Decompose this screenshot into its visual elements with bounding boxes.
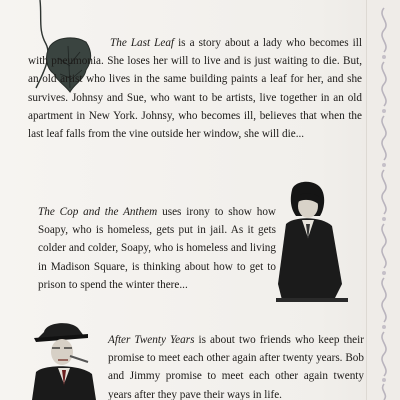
story-summary-after-twenty-years bbox=[108, 331, 364, 400]
story-summary-last-leaf bbox=[28, 34, 362, 143]
man-illustration-icon bbox=[276, 180, 348, 302]
hat-man-illustration-icon bbox=[30, 318, 100, 400]
story-text: is about two friends who keep their promise to meet each other again after twenty years. Bob and Jimmy promise to meet each other again twenty years after they pave their ways in life. bbox=[108, 334, 364, 400]
story-title: The Cop and the Anthem bbox=[38, 206, 158, 218]
border-ornament-icon bbox=[367, 0, 400, 400]
story-title: After Twenty Years bbox=[108, 334, 195, 346]
story-title: The Last Leaf bbox=[110, 37, 175, 49]
story-summary-cop-anthem bbox=[38, 203, 276, 294]
story-text: uses irony to show how Soapy, who is homeless, gets put in jail. As it gets colder and colder, Soapy, who is homeless and living in Madison Square, is thinking about how to get to prison to spend the winter there... bbox=[38, 206, 276, 291]
decorative-border bbox=[366, 0, 400, 400]
story-text: is a story about a lady who becomes ill with pneumonia. She loses her will to live and is just waiting to die. But, an old artist who lives in the same building paints a leaf for her, and she survives. Johnsy and Sue, who want to be artists, live together in an old apartment in New York. Johnsy, who becomes ill, believes that when the last leaf falls from the vine outside her window, she will die... bbox=[28, 37, 362, 141]
